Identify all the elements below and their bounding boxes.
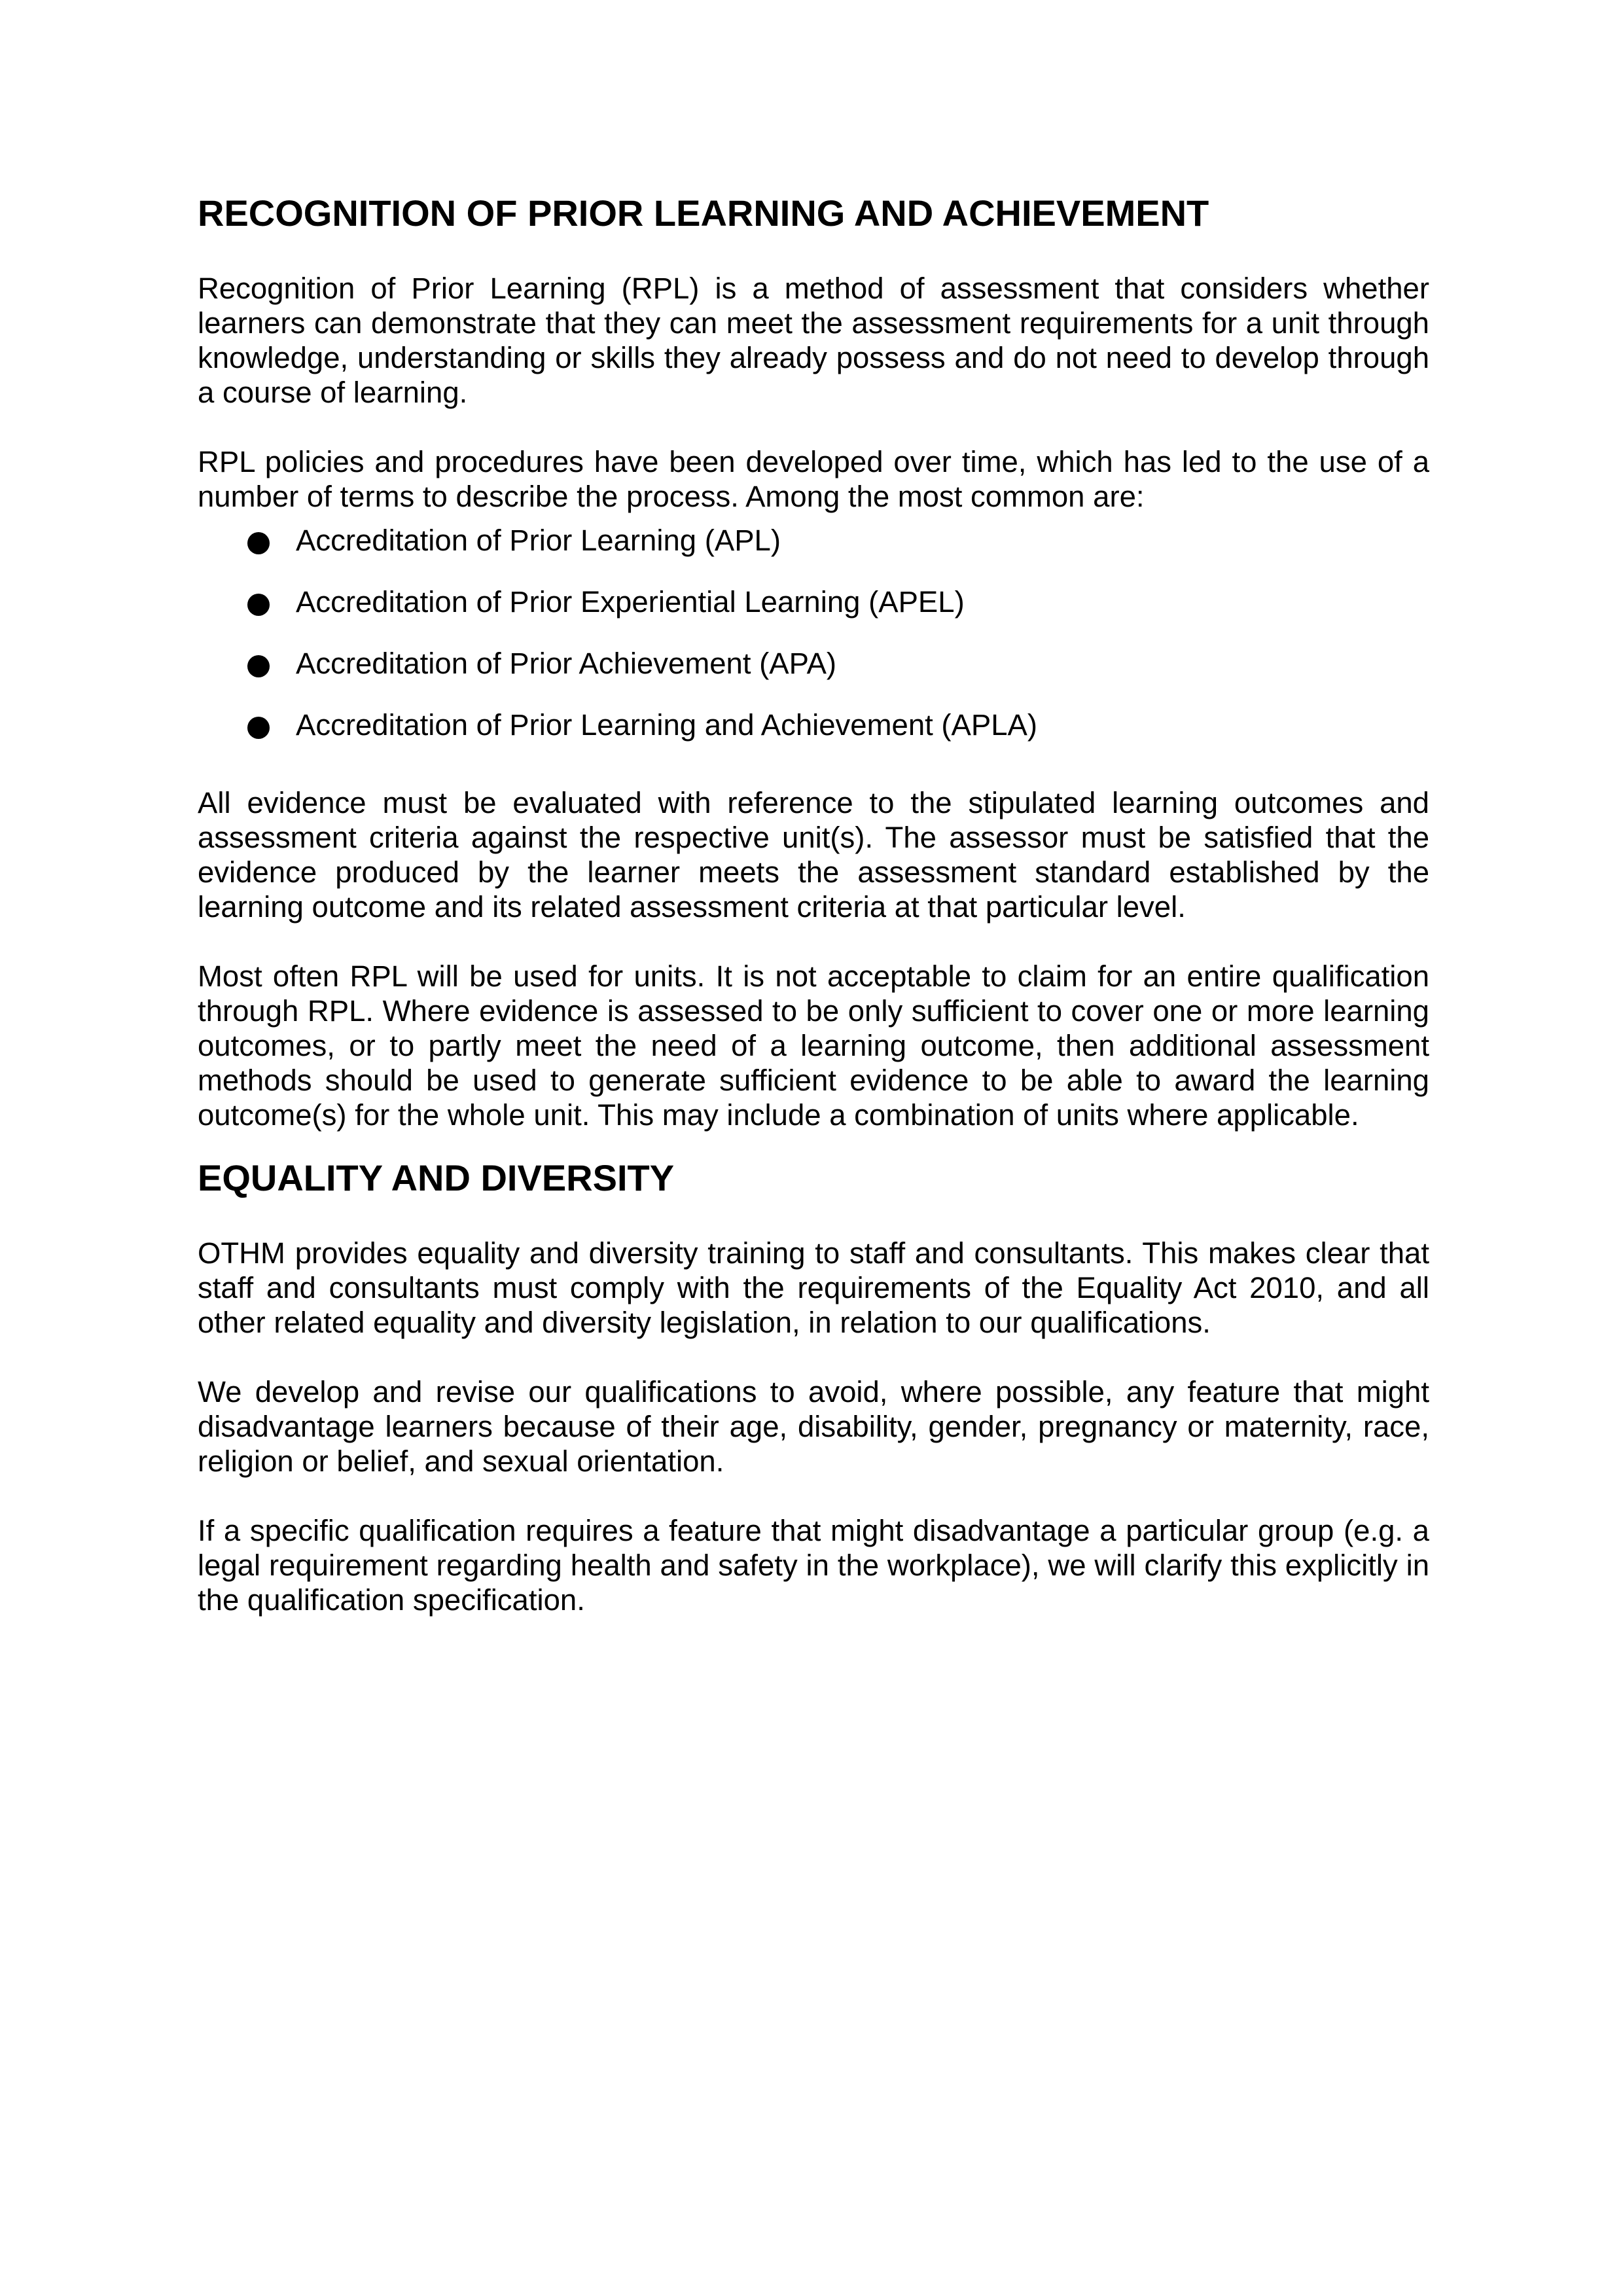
bullet-dot-icon [247, 717, 270, 739]
rpl-paragraph-2: RPL policies and procedures have been developed over time, which has led to the use of a number of terms to describe the process. Among the most common are: [198, 445, 1429, 513]
list-item-text: Accreditation of Prior Learning and Achievement (APLA) [296, 708, 1038, 742]
heading-equality-diversity: EQUALITY AND DIVERSITY [198, 1157, 675, 1198]
heading-rpl: RECOGNITION OF PRIOR LEARNING AND ACHIEVEMENT [198, 192, 1209, 234]
equality-paragraph-2: We develop and revise our qualifications to avoid, where possible, any feature that might disadvantage learners because of their age, disability, gender, pregnancy or maternity, race, religion or belief, and sexual orientation. [198, 1375, 1429, 1478]
bullet-dot-icon [247, 594, 270, 616]
list-item-text: Accreditation of Prior Achievement (APA) [296, 647, 837, 680]
equality-paragraph-1: OTHM provides equality and diversity training to staff and consultants. This makes clear that staff and consultants must comply with the requirements of the Equality Act 2010, and all other related equality and diversity legislation, in relation to our qualifications. [198, 1236, 1429, 1339]
bullet-dot-icon [247, 655, 270, 677]
list-item [198, 708, 1429, 742]
list-item-text: Accreditation of Prior Experiential Learning (APEL) [296, 585, 965, 619]
rpl-paragraph-4: Most often RPL will be used for units. It is not acceptable to claim for an entire qualification through RPL. Where evidence is assessed to be only sufficient to cover one or more learning outcomes, or to partly meet the need of a learning outcome, then additional assessment methods should be used to generate sufficient evidence to be able to award the learning outcome(s) for the whole unit. This may include a combination of units where applicable. [198, 960, 1429, 1132]
bullet-dot-icon [247, 532, 270, 554]
rpl-paragraph-3: All evidence must be evaluated with reference to the stipulated learning outcomes and assessment criteria against the respective unit(s). The assessor must be satisfied that the evidence produced by the learner meets the assessment standard established by the learning outcome and its related assessment criteria at that particular level. [198, 786, 1429, 924]
list-item [198, 523, 1429, 558]
rpl-paragraph-1: Recognition of Prior Learning (RPL) is a method of assessment that considers whether learners can demonstrate that they can meet the assessment requirements for a unit through knowledge, understanding or skills they already possess and do not need to develop through a course of learning. [198, 272, 1429, 409]
document-page [198, 190, 1429, 1617]
list-item [198, 584, 1429, 619]
rpl-terms-list [198, 523, 1429, 742]
list-item [198, 646, 1429, 681]
list-item-text: Accreditation of Prior Learning (APL) [296, 524, 781, 557]
equality-paragraph-3: If a specific qualification requires a feature that might disadvantage a particular group (e.g. a legal requirement regarding health and safety in the workplace), we will clarify this explicitly in the qualification specification. [198, 1514, 1429, 1617]
